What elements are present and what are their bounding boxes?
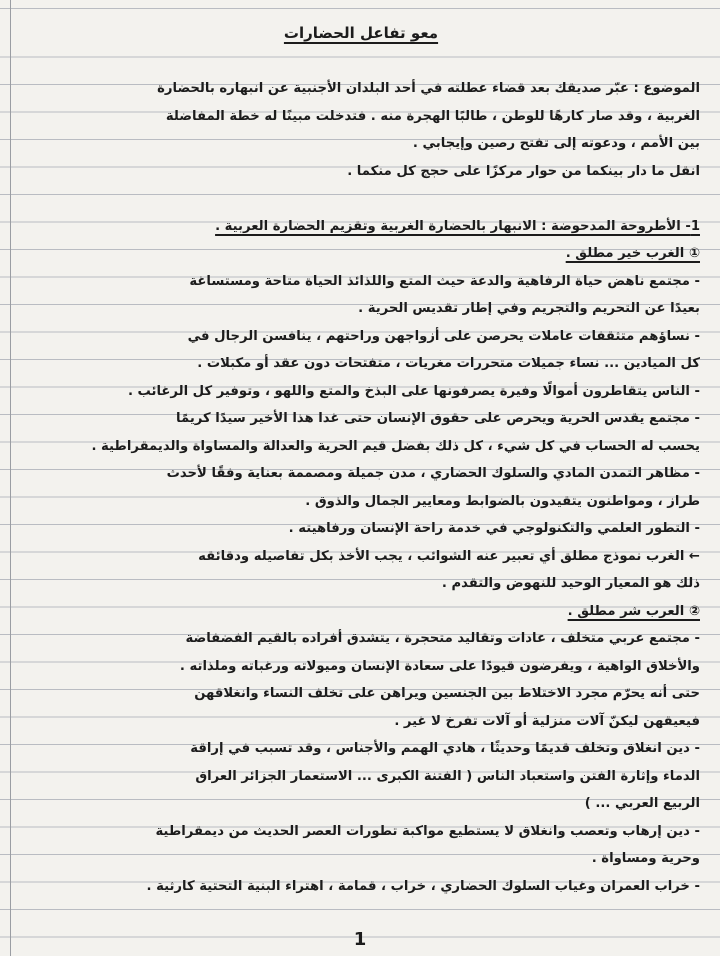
argument-line: - مجتمع يقدس الحرية ويحرص على حقوق الإنسان حتى غدا هذا الأخير سيدًا كريمًا <box>176 411 700 426</box>
blank-line <box>22 185 700 213</box>
argument-line: والأخلاق الواهية ، ويفرضون قيودًا على سعادة الإنسان وميولاته ورغباته وملذاته . <box>179 658 700 674</box>
handwritten-essay <box>22 20 700 900</box>
blank-line <box>22 48 700 76</box>
argument-line: كل الميادين ... نساء جميلات متحررات مغريات ، متفتحات دون عقد أو مكبلات . <box>197 356 700 371</box>
argument-line: - مجتمع ناهض حياة الرفاهية والدعة حيث المتع واللذائذ الحياة متاحة ومستساغة <box>189 273 700 289</box>
argument-line: حتى أنه يحرّم مجرد الاختلاط بين الجنسين ويراهن على تخلف النساء وانغلاقهن <box>194 686 700 701</box>
argument-line: الدماء وإثارة الفتن واستعباد الناس ( الفتنة الكبرى ... الاستعمار الجزائر العراق <box>195 768 700 784</box>
argument-line: - دين إرهاب وتعصب وانغلاق لا يستطيع مواكبة تطورات العصر الحديث من ديمقراطية <box>155 823 700 839</box>
argument-line: بعيدًا عن التحريم والتجريم وفي إطار تقديس الحرية . <box>358 301 700 316</box>
page-number: 1 <box>353 929 367 950</box>
topic-line: انقل ما دار بينكما من حوار مركزًا على حجج كل منكما . <box>347 163 700 179</box>
essay-title: معو تفاعل الحضارات <box>283 24 439 42</box>
argument-line: وحرية ومساواة . <box>591 851 700 866</box>
topic-line: الغربية ، وقد صار كارهًا للوطن ، طالبًا الهجرة منه . فتدخلت مبينًا له خطة المفاضلة <box>165 108 700 124</box>
argument-line: - دين انغلاق وتخلف قديمًا وحديثًا ، هادي الهمم والأجناس ، وقد تسبب في إراقة <box>190 741 700 756</box>
argument-line: طراز ، ومواطنون يتقيدون بالضوابط ومعايير الجمال والذوق . <box>305 493 700 509</box>
subsection-heading: ① الغرب خير مطلق . <box>565 246 700 261</box>
argument-line: - نساؤهم متثقفات عاملات يحرصن على أزواجهن وراحتهم ، ينافسن الرجال في <box>187 328 700 344</box>
argument-line: يحسب له الحساب في كل شيء ، كل ذلك بفضل قيم الحرية والعدالة والمساواة والديمقراطية . <box>91 438 700 454</box>
argument-line: - التطور العلمي والتكنولوجي في خدمة راحة الإنسان ورفاهيته . <box>288 521 700 536</box>
argument-line: فيعيقهن ليكنّ آلات منزلية أو آلات تفرخ لا غير . <box>394 713 700 729</box>
argument-line: - الناس يتقاطرون أموالًا وفيرة يصرفونها على البذخ والمتع واللهو ، وتوفير كل الرغائب . <box>127 383 700 399</box>
argument-line: ذلك هو المعيار الوحيد للنهوض والتقدم . <box>441 576 700 591</box>
argument-line: - مجتمع عربي متخلف ، عادات وتقاليد متحجرة ، يتشدق أفراده بالقيم الفضفاضة <box>185 631 700 646</box>
margin-line <box>10 0 11 956</box>
argument-line: ← الغرب نموذج مطلق أي تعبير عنه الشوائب ، يجب الأخذ بكل تفاصيله ودقائقه <box>198 548 700 564</box>
argument-line: - مظاهر التمدن المادي والسلوك الحضاري ، مدن جميلة ومصممة بعناية وفقًا لأحدث <box>166 466 700 481</box>
topic-line: الموضوع : عبّر صديقك بعد قضاء عطلته في أحد البلدان الأجنبية عن انبهاره بالحضارة <box>157 81 700 96</box>
topic-line: بين الأمم ، ودعوته إلى تفتح رصين وإيجابي . <box>412 136 700 151</box>
subsection-heading: ② العرب شر مطلق . <box>567 603 700 619</box>
argument-line: الربيع العربي ... ) <box>584 796 700 811</box>
section-heading: 1- الأطروحة المدحوضة : الانبهار بالحضارة الغربية وتقزيم الحضارة العربية . <box>215 218 700 234</box>
argument-line: - خراب العمران وغياب السلوك الحضاري ، خراب ، قمامة ، اهتراء البنية التحتية كارثية . <box>146 878 700 894</box>
